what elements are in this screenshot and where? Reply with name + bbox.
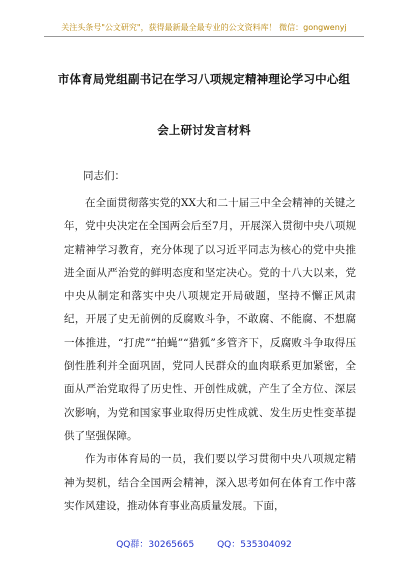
document-title-line2: 会上研讨发言材料 (157, 123, 251, 137)
footer-qq-group: QQ群：30265665 (116, 540, 195, 550)
page-footer (0, 537, 408, 550)
document-title-line1: 市体育局党组副书记在学习八项规定精神理论学习中心组 (57, 72, 351, 86)
header-divider (44, 36, 364, 37)
page-header-promo: 关注头条号"公文研究"，获得最新最全最专业的公文资料库！ 微信：gongwenyj (61, 23, 347, 32)
document-body (64, 192, 356, 518)
greeting: 同志们： (83, 170, 125, 182)
footer-qq: QQ：535304092 (217, 540, 292, 550)
paragraph-1: 在全面贯彻落实党的XX大和二十届三中全会精神的关键之年，党中央决定在全国两会后至7月，开展深入贯彻中央八项规定精神学习教育，充分体现了以习近平同志为核心的党中央推进全面从严治党的鲜明态度和坚定决心。党的十八大以来，党中央从制定和落实中央八项规定开局破题，坚持不懈正风肃纪，开展了史无前例的反腐败斗争，不敢腐、不能腐、不想腐一体推进，“打虎”“拍蝇”“猎狐”多管齐下，反腐败斗争取得压倒性胜利并全面巩固，党同人民群众的血肉联系更加紧密，全面从严治党取得了历史性、开创性成就，产生了全方位、深层次影响，为党和国家事业取得历史性成就、发生历史性变革提供了坚强保障。 (64, 197, 356, 442)
paragraph-2: 作为市体育局的一员，我们要以学习贯彻中央八项规定精神为契机，结合全国两会精神，深入思考如何在体育工作中落实作风建设，推动体育事业高质量发展。下面， (64, 453, 356, 512)
